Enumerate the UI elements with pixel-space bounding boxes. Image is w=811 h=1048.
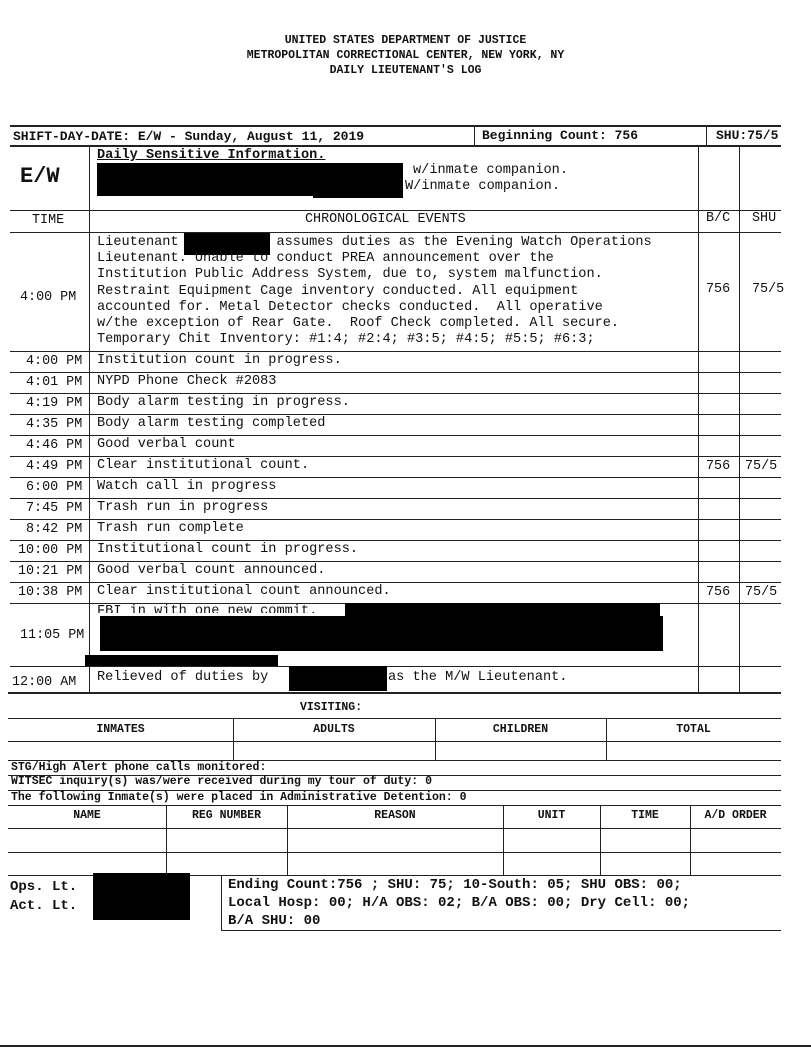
column-divider	[690, 805, 691, 875]
entry-text-line: accounted for. Metal Detector checks conducted. All operative	[97, 299, 603, 315]
entry-time: 10:38 PM	[18, 585, 83, 600]
entry-text-line: Lieutenant. Unable to conduct PREA announcement over the	[97, 251, 554, 267]
admin-detention-note: The following Inmate(s) were placed in Administrative Detention: 0	[11, 791, 467, 804]
redaction	[289, 666, 387, 691]
admin-col-header: REASON	[374, 809, 416, 822]
entry-time: 4:35 PM	[26, 417, 83, 432]
entry-shu: 75/5	[745, 585, 778, 600]
entry-text: FBI in with one new commit.	[97, 604, 318, 613]
col-time: TIME	[32, 213, 65, 228]
ops-lt-label: Ops. Lt.	[10, 879, 78, 895]
shift-day-date: SHIFT-DAY-DATE: E/W - Sunday, August 11, 2019	[13, 129, 365, 144]
act-lt-label: Act. Lt.	[10, 898, 78, 914]
visiting-col-total: TOTAL	[676, 723, 711, 736]
row-divider	[10, 477, 781, 478]
entry-time: 6:00 PM	[26, 480, 83, 495]
entry-time: 4:19 PM	[26, 396, 83, 411]
entry-text-line: Temporary Chit Inventory: #1:4; #2:4; #3:5; #4:5; #5:5; #6:3;	[97, 332, 595, 348]
stg-note: STG/High Alert phone calls monitored:	[11, 761, 267, 774]
visiting-col-inmates: INMATES	[96, 723, 145, 736]
entry-time: 4:49 PM	[26, 459, 83, 474]
entry-text-line: w/the exception of Rear Gate. Roof Check completed. All secure.	[97, 316, 620, 331]
entry-text-line: Lieutenant assumes duties as the Evening Watch Operations	[97, 235, 652, 250]
entry-text: Body alarm testing in progress.	[97, 395, 350, 410]
entry-text: Good verbal count	[97, 437, 236, 452]
row-divider	[10, 561, 781, 562]
entry-time: 4:46 PM	[26, 438, 83, 453]
entry-time: 10:21 PM	[18, 564, 83, 579]
column-divider	[435, 718, 436, 760]
entry-bc: 756	[706, 459, 731, 474]
entry-time: 7:45 PM	[26, 501, 83, 516]
witsec-note: WITSEC inquiry(s) was/were received during my tour of duty: 0	[11, 775, 432, 788]
entry-time: 8:42 PM	[26, 522, 83, 537]
entry-text: Body alarm testing completed	[97, 416, 326, 431]
col-shu: SHU	[752, 211, 777, 226]
entry-bc: 756	[706, 282, 731, 297]
redaction	[100, 616, 663, 651]
row-divider	[10, 540, 781, 541]
visiting-label: VISITING:	[300, 701, 363, 714]
entry-text: Relieved of duties by	[97, 670, 269, 685]
entry-text-line: Institution Public Address System, due to, system malfunction.	[97, 267, 603, 283]
entry-text-line: Restraint Equipment Cage inventory conducted. All equipment	[97, 283, 579, 299]
column-divider	[233, 718, 234, 760]
row-divider	[10, 456, 781, 457]
header-title: DAILY LIEUTENANT'S LOG	[329, 64, 482, 77]
entry-text: NYPD Phone Check #2083	[97, 374, 277, 389]
entry-time: 4:00 PM	[26, 354, 83, 369]
entry-text: Watch call in progress	[97, 479, 277, 494]
ending-count: Ending Count:756 ; SHU: 75; 10-South: 05; SHU OBS: 00;	[228, 877, 682, 893]
visiting-col-children: CHILDREN	[492, 723, 549, 736]
admin-col-header: NAME	[73, 809, 101, 822]
ba-shu: B/A SHU: 00	[228, 913, 321, 929]
entry-time: 11:05 PM	[20, 628, 85, 643]
entry-time: 4:01 PM	[26, 375, 83, 390]
entry-text: Clear institutional count.	[97, 458, 310, 473]
entry-bc: 756	[706, 585, 731, 600]
header-department: UNITED STATES DEPARTMENT OF JUSTICE	[284, 34, 527, 47]
watch-label: E/W	[20, 164, 60, 189]
entry-time: 12:00 AM	[12, 675, 77, 690]
entry-text: Institution count in progress.	[97, 353, 342, 368]
redaction	[345, 603, 660, 616]
admin-col-header: UNIT	[537, 809, 566, 822]
entry-text-end: as the M/W Lieutenant.	[388, 670, 568, 685]
column-divider	[287, 805, 288, 875]
entry-shu: 75/5	[745, 459, 778, 474]
column-divider	[606, 718, 607, 760]
entry-text: Clear institutional count announced.	[97, 584, 391, 599]
redaction	[313, 190, 403, 198]
entry-text: Trash run complete	[97, 521, 244, 536]
sensitive-title: Daily Sensitive Information.	[97, 148, 326, 163]
col-bc: B/C	[706, 211, 731, 226]
admin-col-header: TIME	[631, 809, 659, 822]
column-divider	[166, 805, 167, 875]
column-divider	[503, 805, 504, 875]
row-divider	[10, 414, 781, 415]
shu-count: SHU:75/5	[716, 128, 779, 143]
redaction	[93, 873, 190, 920]
beginning-count: Beginning Count: 756	[482, 128, 639, 143]
row-divider	[10, 435, 781, 436]
hospital-obs: Local Hosp: 00; H/A OBS: 02; B/A OBS: 00; Dry Cell: 00;	[228, 895, 691, 911]
admin-col-header: REG NUMBER	[191, 809, 261, 822]
entry-text: Institutional count in progress.	[97, 542, 359, 557]
column-divider	[600, 805, 601, 875]
row-divider	[10, 582, 781, 583]
admin-col-header: A/D ORDER	[704, 809, 767, 822]
entry-time: 4:00 PM	[20, 290, 77, 305]
row-divider	[10, 519, 781, 520]
entry-text: Trash run in progress	[97, 500, 269, 515]
row-divider	[10, 372, 781, 373]
col-events: CHRONOLOGICAL EVENTS	[305, 212, 466, 227]
sensitive-line-1: w/inmate companion.	[413, 163, 568, 178]
visiting-col-adults: ADULTS	[313, 723, 355, 736]
sensitive-line-2: W/inmate companion.	[405, 179, 560, 194]
entry-time: 10:00 PM	[18, 543, 83, 558]
row-divider	[10, 393, 781, 394]
entry-shu: 75/5	[752, 282, 785, 297]
entry-text: Good verbal count announced.	[97, 563, 326, 578]
header-institution: METROPOLITAN CORRECTIONAL CENTER, NEW YORK, NY	[246, 49, 565, 62]
row-divider	[10, 498, 781, 499]
